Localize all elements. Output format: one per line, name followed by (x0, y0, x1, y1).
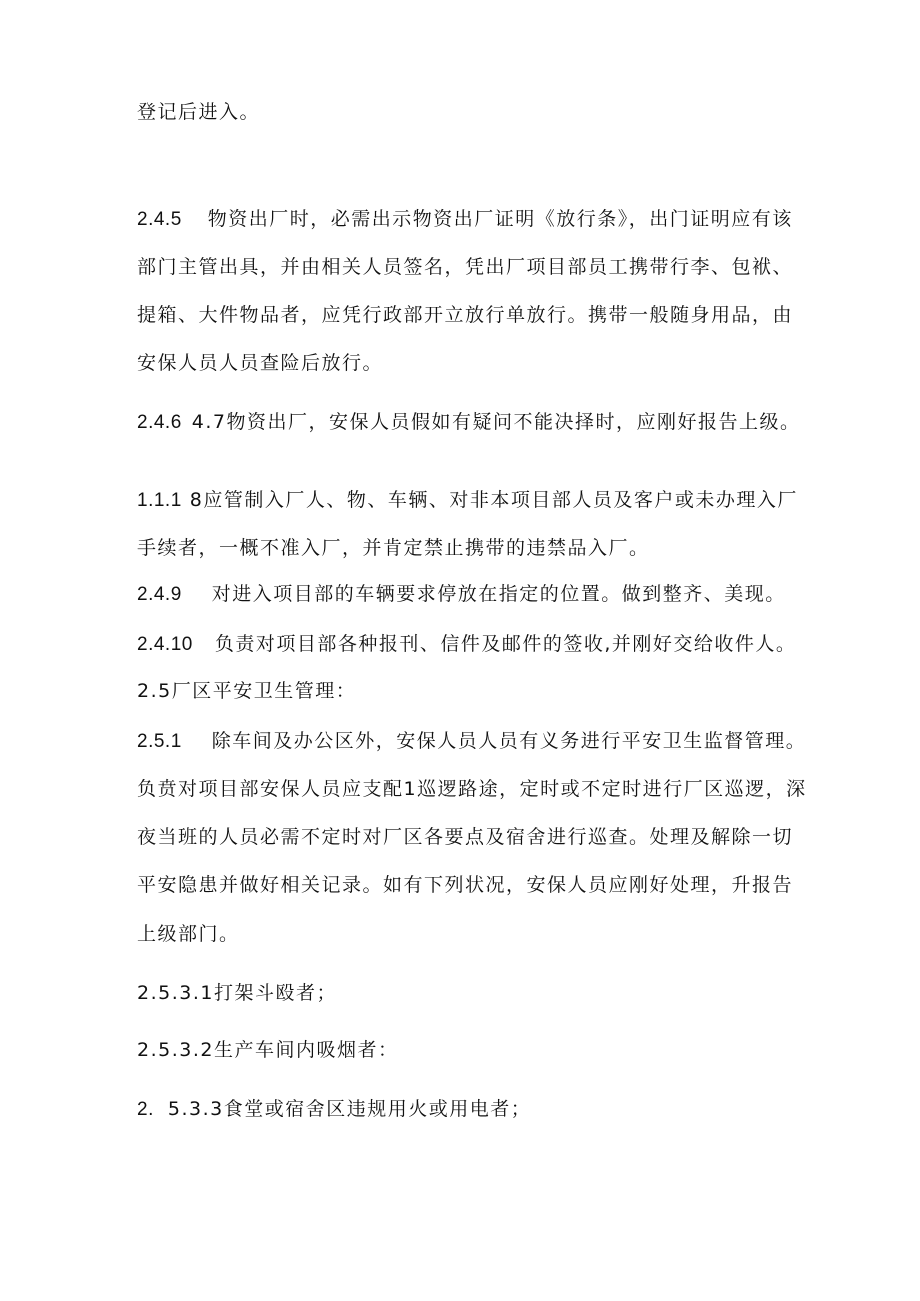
text: 2.5厂区平安卫生管理： (137, 680, 357, 702)
text-line (137, 98, 787, 126)
text: 平安隐患并做好相关记录。如有下列状况，安保人员应刚好处理，升报告 (137, 874, 794, 896)
list-item (137, 1095, 787, 1123)
text: 安保人员人员查险后放行。 (137, 352, 384, 374)
section-2-4-5 (137, 205, 793, 233)
text: 负贲对项目部安保人员应支配1巡逻路途，定时或不定时进行厂区巡逻，深 (137, 778, 807, 800)
text: 5.3.3食堂或宿舍区违规用火或用电者； (167, 1098, 532, 1120)
text: 对进入项目部的车辆要求停放在指定的位置。做到整齐、美现。 (211, 583, 786, 605)
text-line (137, 534, 787, 562)
section-2-4-9 (137, 580, 787, 608)
section-number: 2. (137, 1099, 154, 1120)
text-line (137, 920, 787, 948)
section-number: 2.4.10 (137, 634, 193, 655)
text-line (137, 301, 794, 329)
section-2-5-1 (137, 727, 807, 755)
text: 提箱、大件物品者，应凭行政部开立放行单放行。携带一般随身用品，由 (137, 304, 794, 326)
text-line (137, 871, 794, 899)
section-number: 2.5.1 (137, 731, 182, 752)
text-line (137, 775, 807, 803)
list-item (137, 979, 787, 1007)
text: 部门主管出具，并由相关人员签名，凭出厂项目部员工携带行李、包袱、 (137, 256, 794, 278)
text: 8应管制入厂人、物、车辆、对非本项目部人员及客户或未办理入厂 (189, 489, 798, 511)
section-number: 2.4.9 (137, 584, 182, 605)
section-number: 2.4.5 (137, 209, 182, 230)
list-item (137, 1036, 787, 1064)
text: 4.7物资出厂，安保人员假如有疑问不能决择时，应刚好报告上级。 (191, 411, 801, 433)
section-number: 2.4.6 (137, 412, 182, 433)
text: 登记后进入。 (137, 101, 261, 123)
text: 手续者，一概不准入厂，并肯定禁止携带的违禁品入厂。 (137, 537, 650, 559)
text: 负责对项目部各种报刊、信件及邮件的签收,并刚好交给收件人。 (214, 633, 797, 655)
text: 夜当班的人员必需不定时对厂区各要点及宿舍进行巡查。处理及解除一切 (137, 826, 794, 848)
section-2-4-10 (137, 630, 797, 658)
text: 2.5.3.2生产车间内吸烟者： (137, 1039, 399, 1061)
section-1-1-1 (137, 486, 798, 514)
section-2-4-6 (137, 408, 801, 436)
text-line (137, 823, 794, 851)
text-line (137, 349, 787, 377)
text: 2.5.3.1打架斗殴者； (137, 982, 337, 1004)
text-line (137, 253, 794, 281)
section-heading-2-5 (137, 677, 787, 705)
section-number: 1.1.1 (137, 490, 182, 511)
text: 除车间及办公区外，安保人员人员有义务进行平安卫生监督管理。 (211, 730, 807, 752)
text: 物资出厂时，必需出示物资出厂证明《放行条》，出门证明应有该 (207, 208, 793, 230)
text: 上级部门。 (137, 923, 240, 945)
